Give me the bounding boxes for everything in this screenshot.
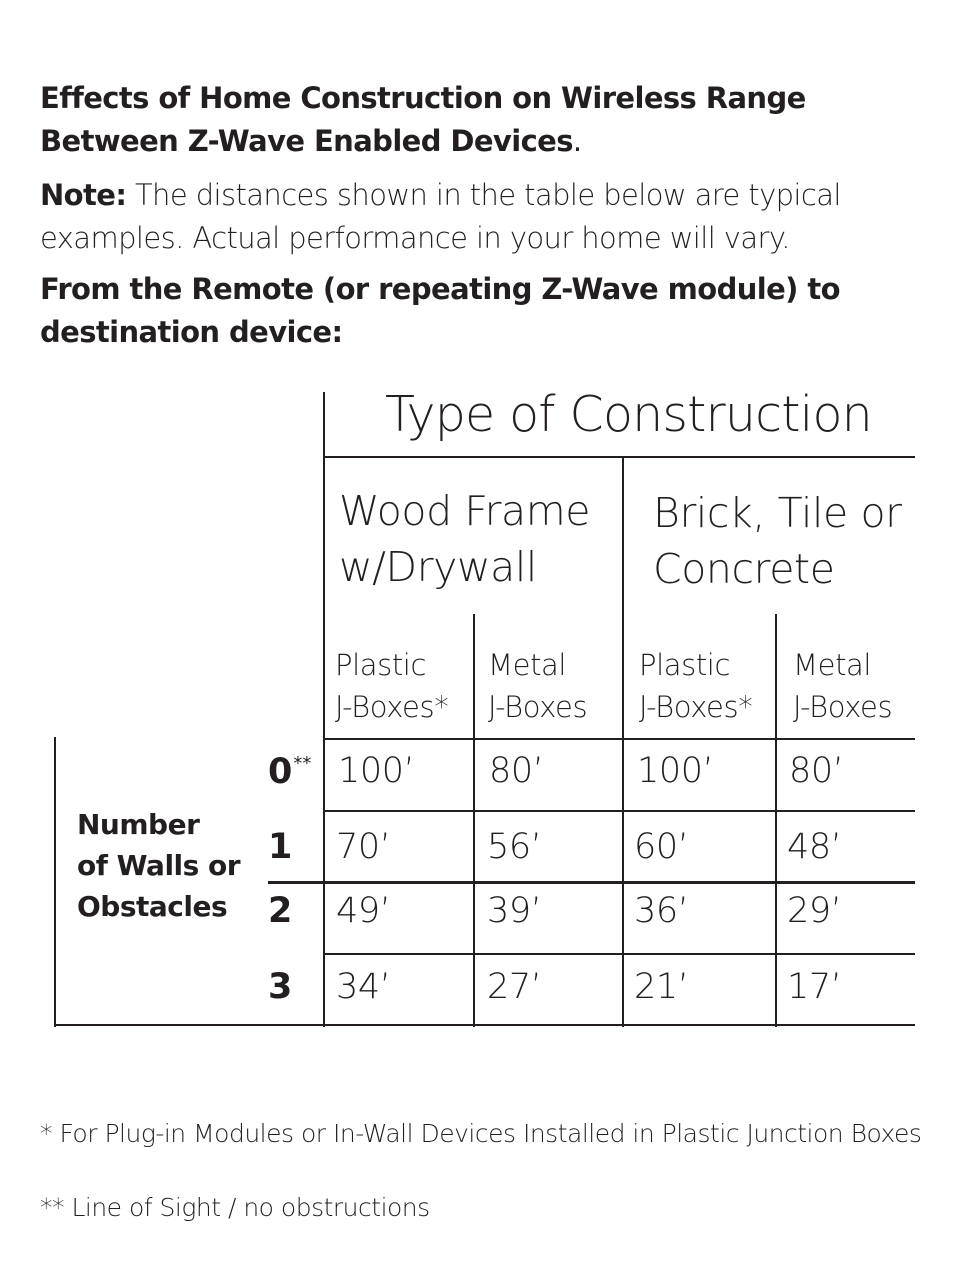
table-divider-v xyxy=(323,392,325,1027)
table-divider-h xyxy=(54,1024,915,1026)
table-cell: 70’ xyxy=(336,827,391,867)
table-cell: 29’ xyxy=(787,891,842,931)
heading-period: . xyxy=(572,124,582,158)
line-of-sight-mark: ** xyxy=(293,753,312,774)
table-cell: 27’ xyxy=(487,967,542,1007)
table-cell: 100’ xyxy=(338,751,415,791)
subheader-brick-plastic xyxy=(639,644,752,728)
walls-count-0 xyxy=(268,752,311,792)
subheader-line: J-Boxes xyxy=(793,690,893,724)
subheader-line: Plastic xyxy=(639,648,730,682)
group-header-line: w/Drywall xyxy=(339,543,537,591)
subheader-line: Metal xyxy=(488,648,567,682)
note-paragraph xyxy=(40,174,930,260)
row-group-label-line: Obstacles xyxy=(77,890,228,923)
heading-text: Effects of Home Construction on Wireless Range Between Z-Wave Enabled Devices xyxy=(40,81,806,158)
table-cell: 48’ xyxy=(787,827,842,867)
table-divider-v xyxy=(622,457,624,1027)
subheader-line: Plastic xyxy=(335,648,426,682)
subheader-line: J-Boxes* xyxy=(639,690,753,724)
group-header-brick xyxy=(653,485,902,597)
subheader-line: Metal xyxy=(793,648,872,682)
table-divider-h xyxy=(268,881,915,884)
group-header-line: Brick, Tile or xyxy=(653,489,902,537)
subheader-brick-metal xyxy=(793,644,892,728)
subheader-wood-plastic xyxy=(335,644,448,728)
note-text: The distances shown in the table below are typical examples. Actual performance in your home will vary. xyxy=(40,178,841,255)
table-title: Type of Construction xyxy=(385,386,872,443)
walls-count-2: 2 xyxy=(268,891,293,931)
row-group-label-line: Number xyxy=(77,808,200,841)
from-text: From the Remote (or repeating Z-Wave module) to destination device: xyxy=(40,272,840,349)
table-cell: 60’ xyxy=(634,827,689,867)
table-divider-v xyxy=(473,614,475,1027)
table-divider-v xyxy=(775,614,777,1027)
table-divider-h xyxy=(323,953,915,955)
subheader-line: J-Boxes* xyxy=(335,690,449,724)
group-header-line: Concrete xyxy=(653,545,835,593)
table-cell: 49’ xyxy=(336,891,391,931)
table-divider-h xyxy=(323,810,915,812)
table-cell: 36’ xyxy=(634,891,689,931)
table-divider-h xyxy=(323,738,915,740)
walls-count-1: 1 xyxy=(268,827,293,867)
table-divider-h xyxy=(323,456,915,458)
table-cell: 34’ xyxy=(336,967,391,1007)
note-label: Note: xyxy=(40,178,127,212)
subheader-line: J-Boxes xyxy=(488,690,588,724)
table-cell: 39’ xyxy=(487,891,542,931)
footnote-plastic-boxes: * For Plug-in Modules or In-Wall Devices Installed in Plastic Junction Boxes xyxy=(40,1119,922,1148)
table-cell: 17’ xyxy=(787,967,842,1007)
table-cell: 21’ xyxy=(634,967,689,1007)
table-cell: 80’ xyxy=(789,751,844,791)
table-divider-v xyxy=(54,737,56,1027)
group-header-line: Wood Frame xyxy=(339,487,591,535)
footnote-line-of-sight: ** Line of Sight / no obstructions xyxy=(40,1193,430,1222)
group-header-wood xyxy=(339,483,590,595)
table-cell: 80’ xyxy=(489,751,544,791)
row-group-label xyxy=(77,804,240,927)
subheader-wood-metal xyxy=(488,644,587,728)
walls-count-3: 3 xyxy=(268,967,293,1007)
walls-count-value: 0 xyxy=(268,752,293,792)
section-heading xyxy=(40,77,930,163)
table-cell: 100’ xyxy=(637,751,714,791)
table-cell: 56’ xyxy=(487,827,542,867)
row-group-label-line: of Walls or xyxy=(77,849,241,882)
